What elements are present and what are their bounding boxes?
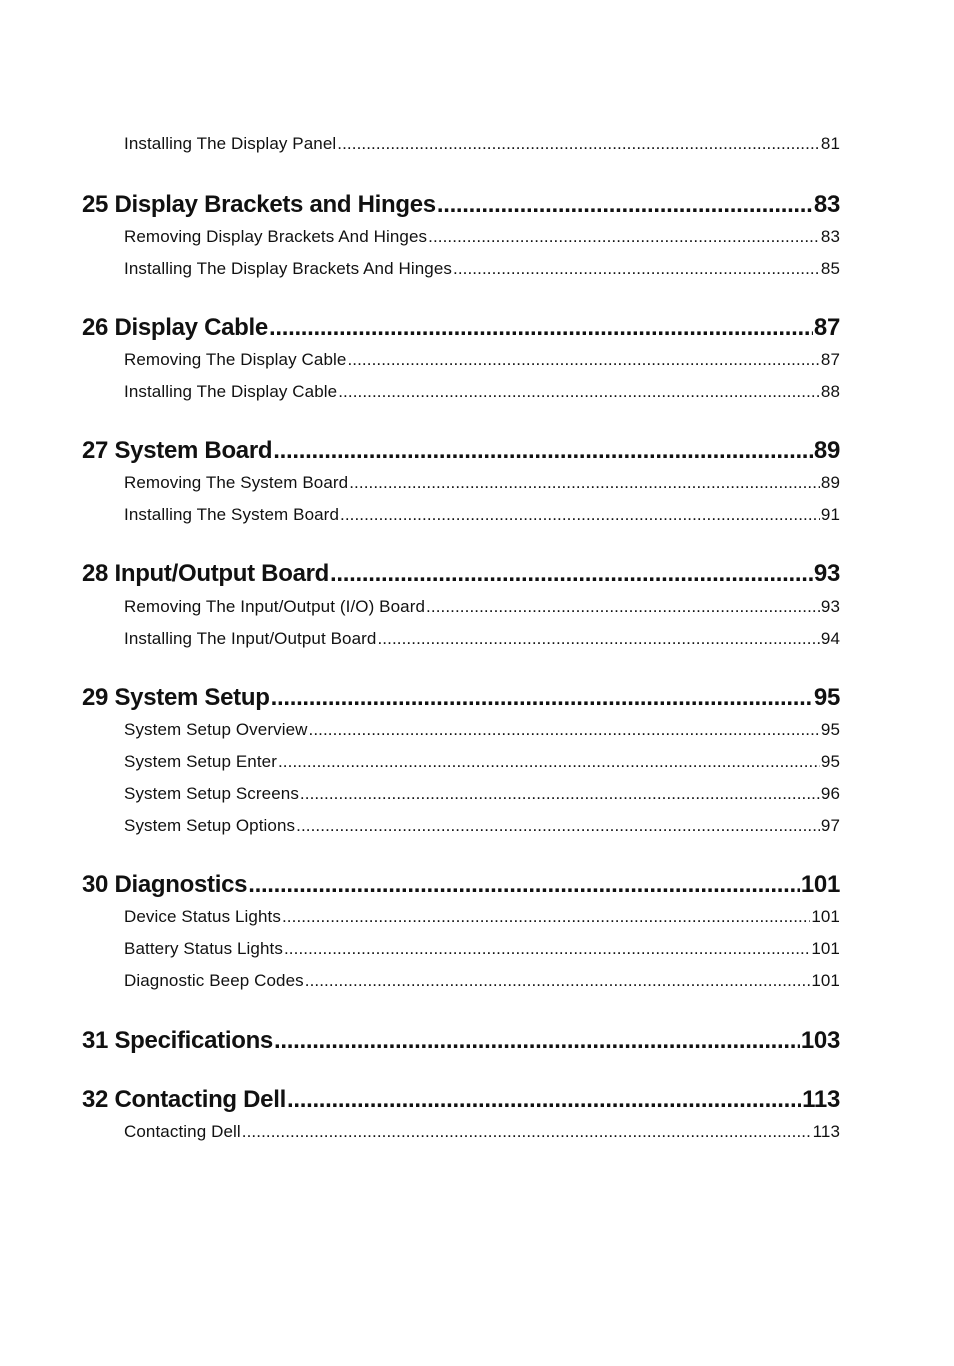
toc-entry-title: System Setup Overview [124, 720, 308, 739]
toc-chapter-entry[interactable] [82, 871, 840, 899]
toc-page-number: 95 [820, 720, 840, 739]
toc-page-number: 88 [820, 382, 840, 401]
dot-leader [426, 597, 820, 617]
toc-section-entry[interactable] [124, 505, 840, 525]
dot-leader [248, 871, 800, 899]
toc-entry-title: System Setup Options [124, 816, 296, 835]
toc-section-entry[interactable] [124, 907, 840, 927]
dot-leader [242, 1122, 812, 1142]
toc-section-entry[interactable] [124, 597, 840, 617]
dot-leader [300, 784, 820, 804]
dot-leader [296, 816, 820, 836]
dot-leader [274, 1027, 800, 1055]
toc-entry-title: Installing The Display Panel [124, 134, 337, 153]
toc-section-entry[interactable] [124, 720, 840, 740]
toc-page-number: 97 [820, 816, 840, 835]
toc-page-number: 101 [800, 871, 840, 898]
dot-leader [273, 437, 813, 465]
toc-entry-title: Removing The Input/Output (I/O) Board [124, 597, 426, 616]
dot-leader [338, 382, 820, 402]
dot-leader [340, 505, 820, 525]
toc-page-number: 95 [813, 684, 840, 711]
toc-entry-title: 30 Diagnostics [82, 871, 248, 898]
toc-page-number: 93 [820, 597, 840, 616]
toc-page-number: 101 [811, 907, 840, 926]
toc-page-number: 87 [813, 314, 840, 341]
toc-page-number: 96 [820, 784, 840, 803]
toc-entry-title: 31 Specifications [82, 1027, 273, 1054]
dot-leader [284, 939, 810, 959]
toc-entry-title: Installing The Display Cable [124, 382, 338, 401]
toc-page-number: 91 [820, 505, 840, 524]
toc-page-number: 83 [820, 227, 840, 246]
toc-section-entry[interactable] [124, 350, 840, 370]
toc-entry-title: Diagnostic Beep Codes [124, 971, 304, 990]
toc-entry-title: Installing The System Board [124, 505, 339, 524]
toc-page-number: 95 [820, 752, 840, 771]
toc-page-number: 83 [813, 191, 840, 218]
toc-entry-title: System Setup Enter [124, 752, 277, 771]
toc-section-entry[interactable] [124, 816, 840, 836]
toc-chapter-entry[interactable] [82, 314, 840, 342]
toc-entry-title: Contacting Dell [124, 1122, 241, 1141]
dot-leader [305, 971, 811, 991]
toc-section-entry[interactable] [124, 939, 840, 959]
toc-chapter-entry[interactable] [82, 684, 840, 712]
dot-leader [269, 314, 813, 342]
dot-leader [349, 473, 820, 493]
dot-leader [330, 560, 813, 588]
toc-page-number: 87 [820, 350, 840, 369]
toc-chapter-entry[interactable] [82, 191, 840, 219]
dot-leader [282, 907, 810, 927]
toc-page-number: 93 [813, 560, 840, 587]
dot-leader [287, 1086, 801, 1114]
toc-entry-title: 32 Contacting Dell [82, 1086, 286, 1113]
dot-leader [377, 629, 819, 649]
toc-section-entry[interactable] [124, 227, 840, 247]
toc-section-entry[interactable] [124, 473, 840, 493]
toc-chapter-entry[interactable] [82, 437, 840, 465]
dot-leader [271, 684, 813, 712]
toc-section-entry[interactable] [124, 971, 840, 991]
toc-page-number: 101 [811, 939, 840, 958]
toc-page-number: 113 [812, 1122, 840, 1141]
dot-leader [278, 752, 820, 772]
toc-section-entry[interactable] [124, 752, 840, 772]
toc-entry-title: 27 System Board [82, 437, 273, 464]
toc-chapter-entry[interactable] [82, 1086, 840, 1114]
dot-leader [437, 191, 813, 219]
toc-entry-title: System Setup Screens [124, 784, 299, 803]
toc-entry-title: 28 Input/Output Board [82, 560, 330, 587]
toc-entry-title: 29 System Setup [82, 684, 270, 711]
toc-page-number: 81 [820, 134, 840, 153]
toc-section-entry[interactable] [124, 629, 840, 649]
toc-entry-title: 26 Display Cable [82, 314, 268, 341]
dot-leader [337, 134, 820, 154]
toc-page-number: 113 [802, 1086, 840, 1113]
dot-leader [309, 720, 820, 740]
dot-leader [453, 259, 820, 279]
toc-section-entry[interactable] [124, 784, 840, 804]
toc-chapter-entry[interactable] [82, 1027, 840, 1055]
toc-entry-title: Removing Display Brackets And Hinges [124, 227, 428, 246]
toc-entry-title: Battery Status Lights [124, 939, 283, 958]
toc-page-number: 85 [820, 259, 840, 278]
toc-entry-title: Removing The System Board [124, 473, 349, 492]
toc-section-entry[interactable] [124, 382, 840, 402]
toc-entry-title: Removing The Display Cable [124, 350, 347, 369]
toc-page-number: 89 [813, 437, 840, 464]
toc-chapter-entry[interactable] [82, 560, 840, 588]
toc-entry-title: Installing The Display Brackets And Hinges [124, 259, 452, 278]
toc-page-number: 89 [820, 473, 840, 492]
toc-page-number: 101 [811, 971, 840, 990]
toc-entry-title: Installing The Input/Output Board [124, 629, 377, 648]
toc-entry-title: 25 Display Brackets and Hinges [82, 191, 436, 218]
toc-page-number: 103 [800, 1027, 840, 1054]
toc-section-entry[interactable] [124, 259, 840, 279]
toc-section-entry[interactable] [124, 134, 840, 154]
dot-leader [347, 350, 819, 370]
toc-section-entry[interactable] [124, 1122, 840, 1142]
toc-entry-title: Device Status Lights [124, 907, 281, 926]
toc-page-number: 94 [820, 629, 840, 648]
dot-leader [428, 227, 820, 247]
